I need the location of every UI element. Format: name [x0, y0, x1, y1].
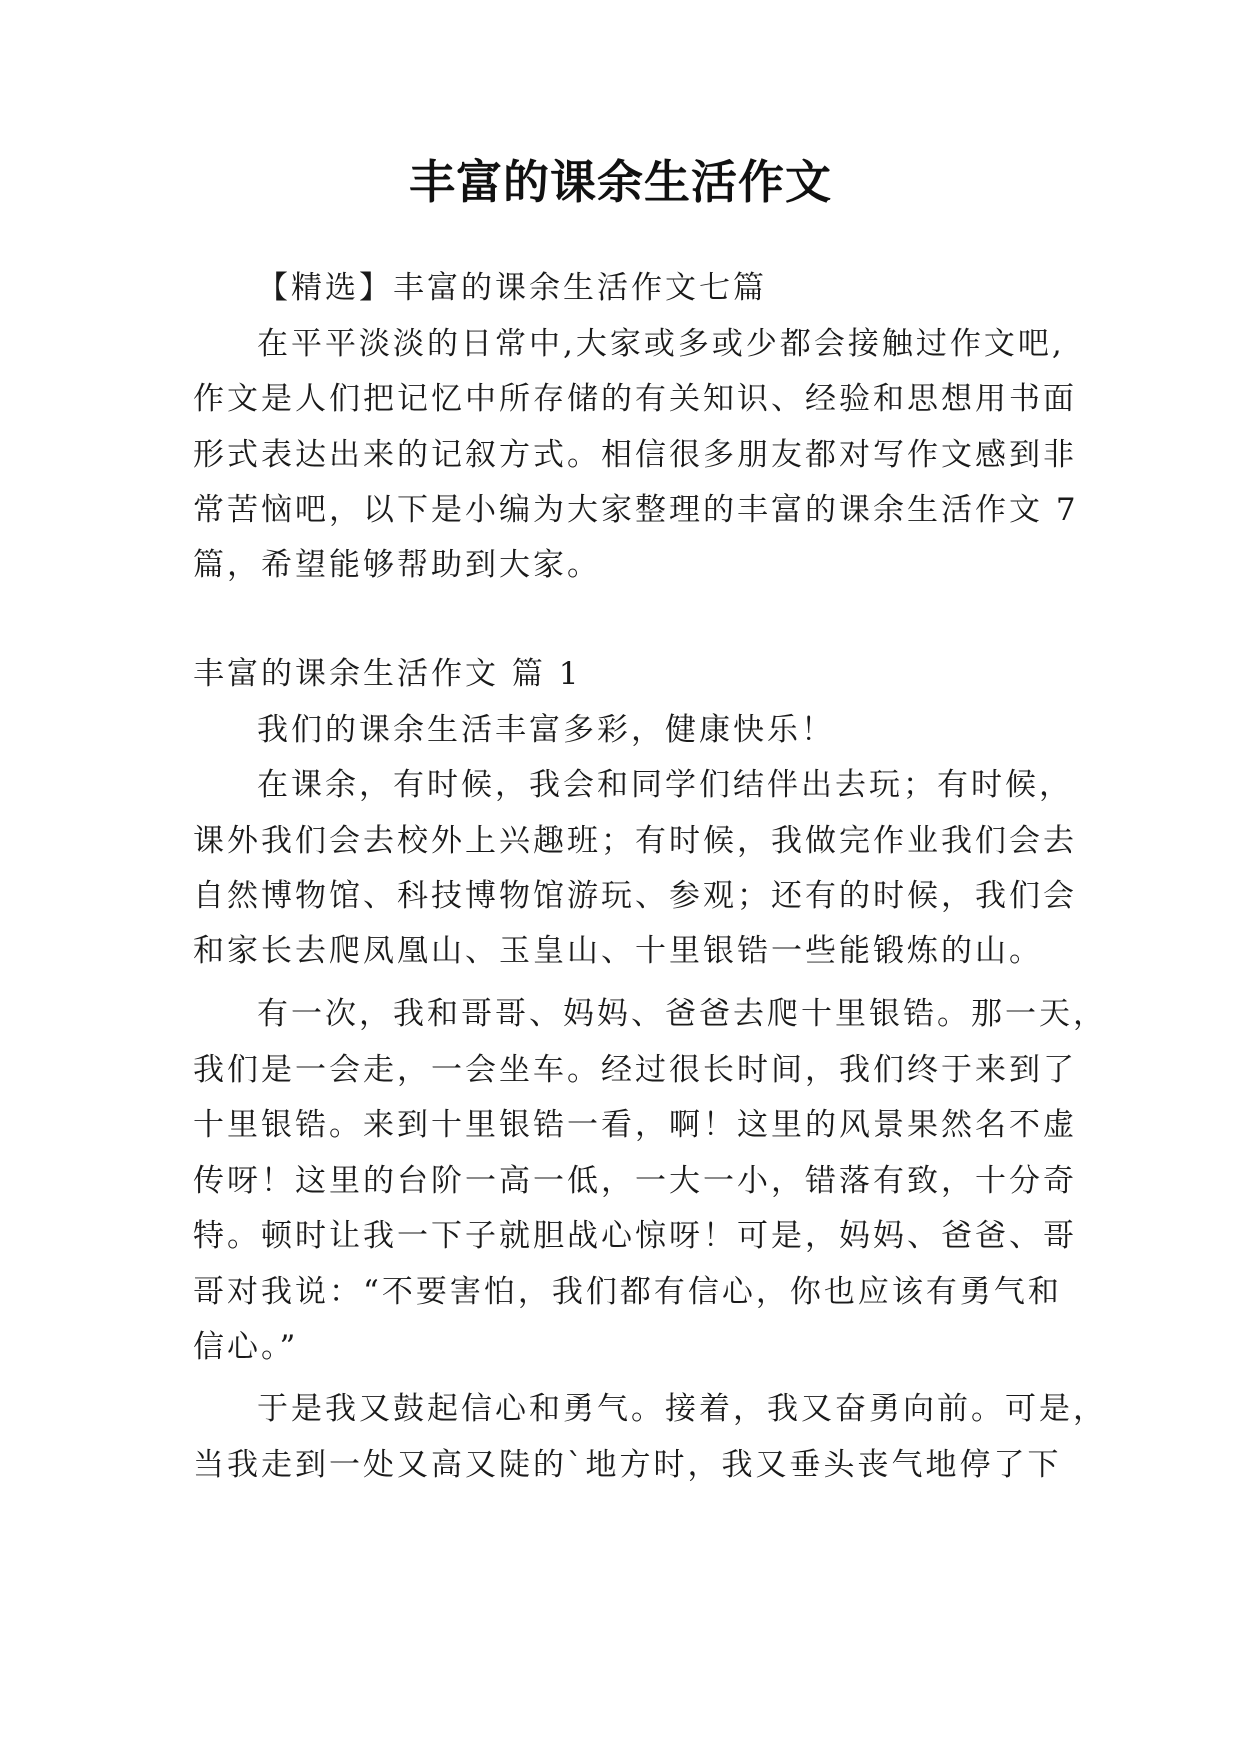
body-paragraph-line: 特。顿时让我一下子就胆战心惊呀！可是，妈妈、爸爸、哥 [193, 1218, 1077, 1254]
body-paragraph-line: 当我走到一处又高又陡的`地方时，我又垂头丧气地停了下 [193, 1447, 1062, 1483]
body-paragraph-line: 课外我们会去校外上兴趣班；有时候，我做完作业我们会去 [193, 823, 1077, 859]
intro-paragraph-line: 在平平淡淡的日常中,大家或多或少都会接触过作文吧, [257, 326, 1065, 362]
body-paragraph-line: 于是我又鼓起信心和勇气。接着，我又奋勇向前。可是， [257, 1391, 1107, 1427]
body-paragraph-line: 自然博物馆、科技博物馆游玩、参观；还有的时候，我们会 [193, 878, 1077, 914]
body-paragraph-line: 我们是一会走，一会坐车。经过很长时间，我们终于来到了 [193, 1052, 1077, 1088]
body-paragraph-line: 十里银锆。来到十里银锆一看，啊！这里的风景果然名不虚 [193, 1107, 1077, 1143]
document-title: 丰富的课余生活作文 [409, 155, 832, 209]
intro-paragraph-line: 常苦恼吧，以下是小编为大家整理的丰富的课余生活作文 7 [193, 492, 1079, 528]
intro-heading: 【精选】丰富的课余生活作文七篇 [257, 270, 767, 306]
section-heading: 丰富的课余生活作文 篇 1 [193, 656, 582, 692]
body-paragraph-line: 我们的课余生活丰富多彩，健康快乐！ [257, 712, 835, 748]
body-paragraph-line: 信心。” [193, 1329, 299, 1365]
intro-paragraph-line: 作文是人们把记忆中所存储的有关知识、经验和思想用书面 [193, 381, 1077, 417]
body-paragraph-line: 有一次，我和哥哥、妈妈、爸爸去爬十里银锆。那一天， [257, 996, 1107, 1032]
intro-paragraph-line: 篇，希望能够帮助到大家。 [193, 547, 601, 583]
intro-paragraph-line: 形式表达出来的记叙方式。相信很多朋友都对写作文感到非 [193, 437, 1077, 473]
body-paragraph-line: 在课余，有时候，我会和同学们结伴出去玩；有时候， [257, 767, 1073, 803]
body-paragraph-line: 哥对我说：“不要害怕，我们都有信心，你也应该有勇气和 [193, 1274, 1062, 1310]
body-paragraph-line: 和家长去爬凤凰山、玉皇山、十里银锆一些能锻炼的山。 [193, 933, 1043, 969]
body-paragraph-line: 传呀！这里的台阶一高一低，一大一小，错落有致，十分奇 [193, 1163, 1077, 1199]
